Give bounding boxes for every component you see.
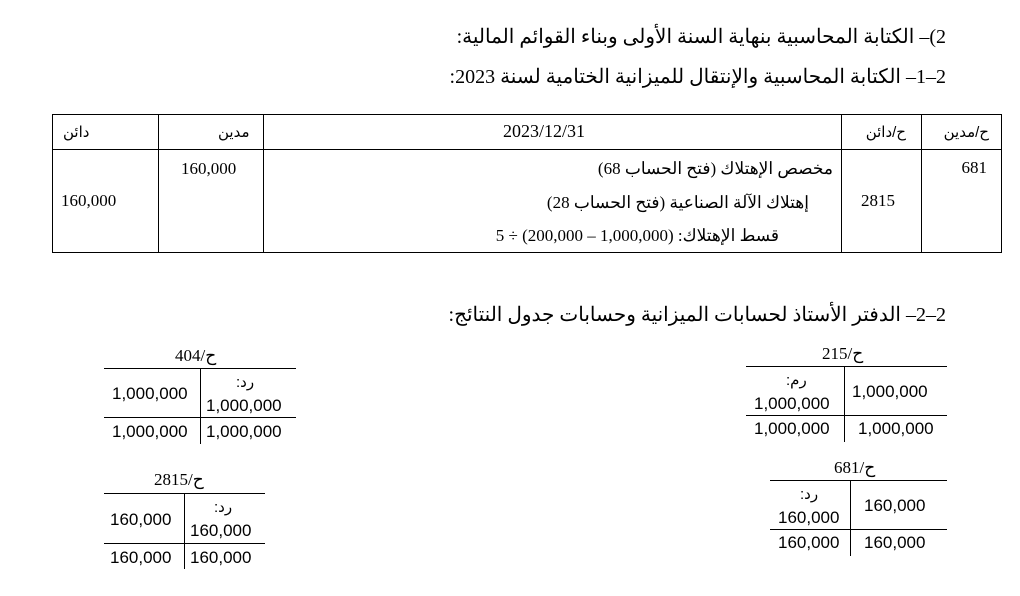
t-account-title: ح/2815 [154,470,204,489]
t-account-credit-value: 160,000 [190,521,252,540]
header-debit-account: ح/مدين [943,124,989,141]
t-account-215 [746,344,947,444]
t-account-debit-value: 1,000,000 [112,384,188,403]
t-account-title: ح/404 [175,346,217,365]
debit-amount: 160,000 [181,159,237,178]
t-account-debit-total: 160,000 [110,548,172,567]
debit-account-number: 681 [961,158,987,177]
t-account-debit-total: 1,000,000 [112,422,188,441]
credit-amount: 160,000 [61,191,117,210]
t-account-debit-value: 160,000 [778,508,840,527]
journal-line-2: إهتلاك الآلة الصناعية (فتح الحساب 28) [546,193,809,212]
t-account-credit-total: 160,000 [190,548,252,567]
t-account-debit-value: 160,000 [110,510,172,529]
header-date: 2023/12/31 [503,121,586,141]
section-heading-2: 2)– الكتابة المحاسبية بنهاية السنة الأولى وبناء القوائم المالية: [456,26,946,48]
t-account-681 [770,458,947,558]
header-credit: دائن [63,124,90,141]
t-account-label: رم: [786,372,807,389]
section-heading-2-1: 2–1– الكتابة المحاسبية والإنتقال للميزانية الختامية لسنة 2023: [449,66,946,88]
t-account-credit-total: 1,000,000 [858,419,934,438]
t-account-debit-total: 160,000 [778,533,840,552]
t-account-credit-total: 1,000,000 [206,422,282,441]
t-account-2815 [104,470,265,570]
t-account-label: رد: [214,499,233,516]
t-account-title: ح/215 [822,344,864,363]
t-account-404 [104,346,296,446]
t-account-debit-total: 1,000,000 [754,419,830,438]
header-debit: مدين [218,124,250,141]
t-account-credit-value: 160,000 [864,496,926,515]
t-account-credit-value: 1,000,000 [852,382,928,401]
t-account-debit-value: 1,000,000 [754,394,830,413]
t-account-title: ح/681 [834,458,876,477]
t-account-label: رد: [800,486,819,503]
credit-account-number: 2815 [861,191,895,210]
t-account-credit-total: 160,000 [864,533,926,552]
section-heading-2-2: 2–2– الدفتر الأستاذ لحسابات الميزانية وحسابات جدول النتائج: [448,304,946,326]
journal-table [52,114,1002,253]
t-account-label: رد: [236,374,255,391]
journal-line-1: مخصص الإهتلاك (فتح الحساب 68) [597,159,833,178]
journal-line-3: قسط الإهتلاك: (1,000,000 – 200,000) ÷ 5 [495,226,779,245]
header-credit-account: ح/دائن [865,124,906,141]
t-account-credit-value: 1,000,000 [206,396,282,415]
